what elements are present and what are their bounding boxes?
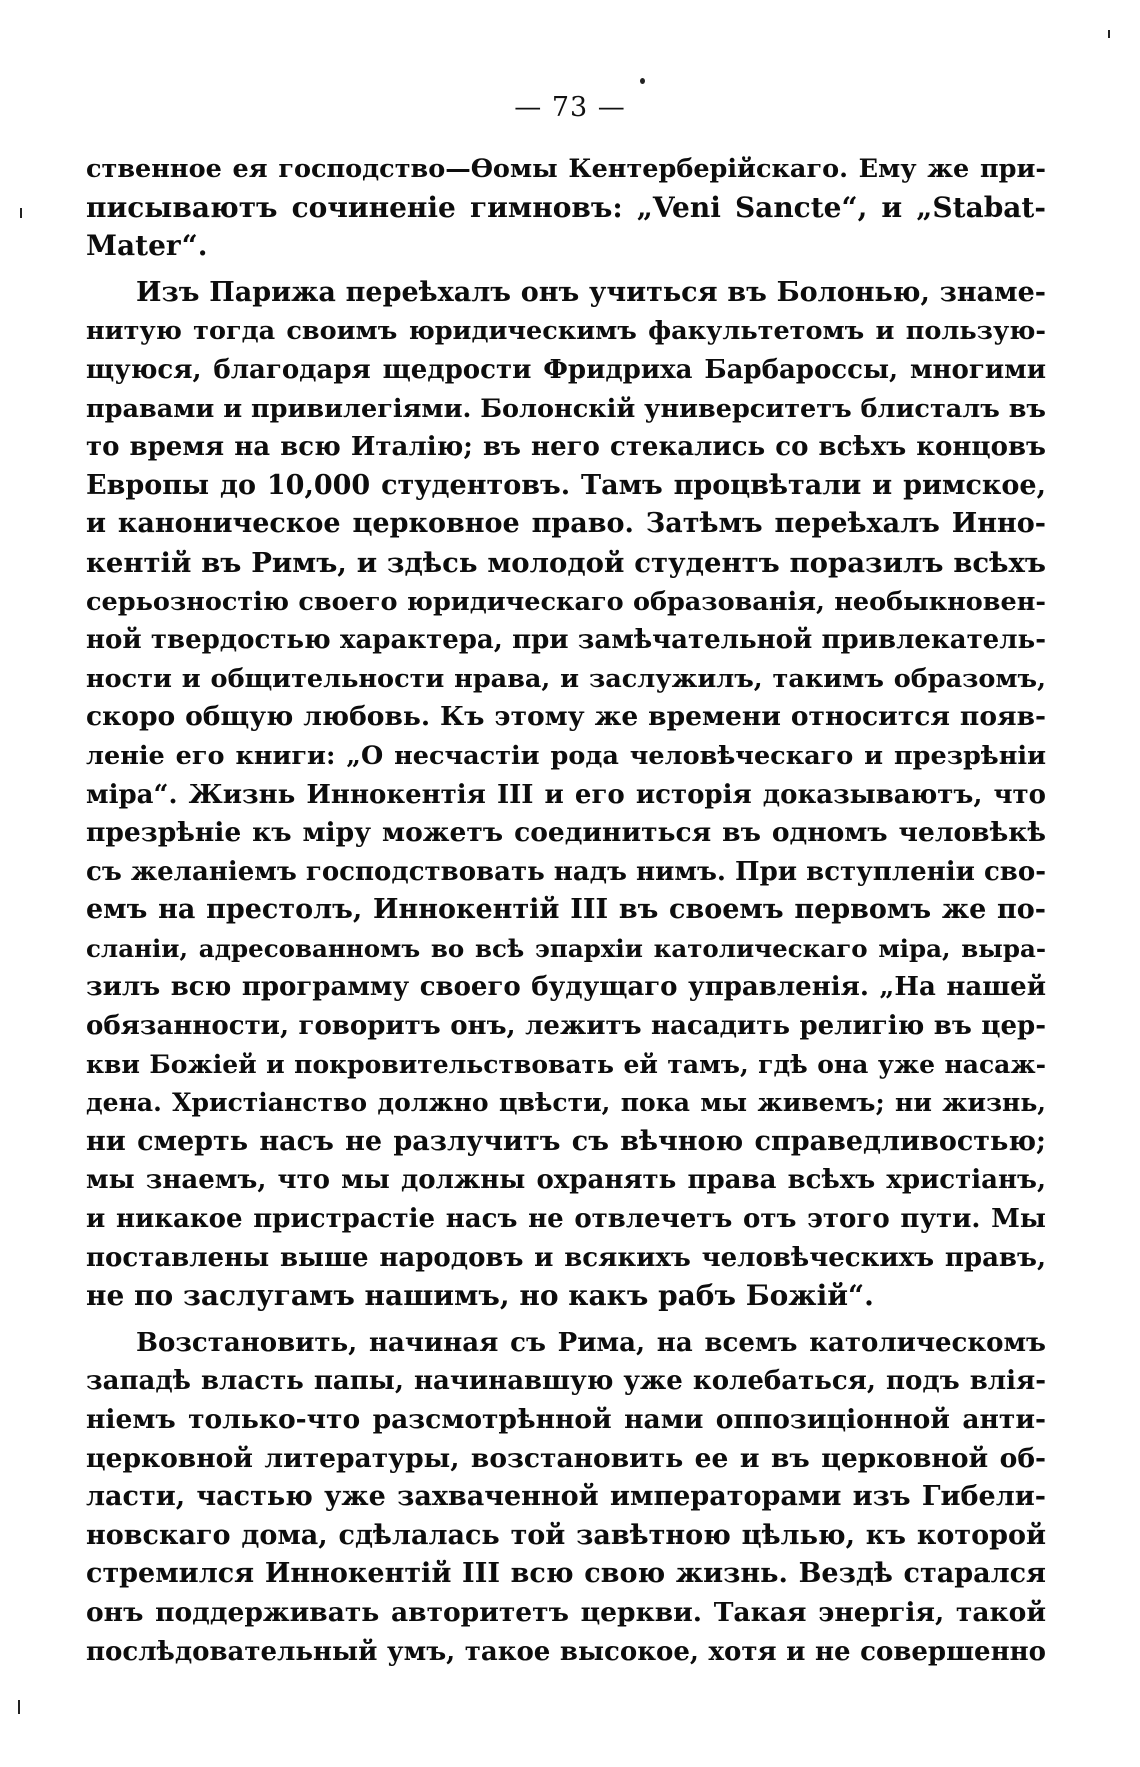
text-line: новскаго дома, сдѣлалась той завѣтною цѣлью, къ которой: [86, 1519, 1046, 1551]
text-line: онъ поддерживать авторитетъ церкви. Такая энергія, такой: [86, 1596, 1046, 1628]
page-number: — 73 —: [514, 92, 626, 123]
text-line: презрѣніе къ міру можетъ соединиться въ одномъ человѣкѣ: [86, 817, 1046, 849]
text-line: поставлены выше народовъ и всякихъ человѣческихъ правъ,: [86, 1242, 1046, 1273]
paragraph-gap: [86, 266, 1046, 274]
text-line: нитую тогда своимъ юридическимъ факультетомъ и пользую-: [86, 316, 1046, 347]
text-line: и каноническое церковное право. Затѣмъ переѣхалъ Инно-: [86, 508, 1046, 540]
text-line: леніе его книги: „О несчастіи рода человѣческаго и презрѣніи: [86, 740, 1046, 771]
text-line: Возстановить, начиная съ Рима, на всемъ католическомъ: [136, 1327, 1046, 1358]
text-line: Mater“.: [86, 229, 208, 263]
text-line: Изъ Парижа переѣхалъ онъ учиться въ Болонью, знаме-: [136, 276, 1046, 308]
scan-speck: [18, 1700, 20, 1714]
text-line: писываютъ сочиненіе гимновъ: „Veni Sancte“, и „Stabat-: [86, 190, 1046, 224]
text-line: скоро общую любовь. Къ этому же времени относится появ-: [86, 701, 1046, 733]
body-text: [86, 150, 1046, 1671]
text-line: стремился Иннокентій III всю свою жизнь. Вездѣ старался: [86, 1558, 1046, 1590]
text-line: ласти, частью уже захваченной императорами изъ Гибели-: [86, 1481, 1046, 1513]
paragraph-gap: [86, 1316, 1046, 1324]
text-line: съ желаніемъ господствовать надъ нимъ. При вступленіи сво-: [86, 856, 1046, 887]
scan-speck: [20, 208, 22, 218]
text-line: зилъ всю программу своего будущаго управленія. „На нашей: [86, 972, 1046, 1003]
text-line: ственное ея господство—Ѳомы Кентерберійскаго. Ему же при-: [86, 154, 1046, 184]
text-line: ніемъ только-что разсмотрѣнной нами оппозиціонной анти-: [86, 1404, 1046, 1435]
text-line: кви Божіей и покровительствовать ей тамъ, гдѣ она уже насаж-: [86, 1049, 1046, 1079]
text-line: и никакое пристрастіе насъ не отвлечетъ отъ этого пути. Мы: [86, 1204, 1046, 1235]
text-line: емъ на престолъ, Иннокентій III въ своемъ первомъ же по-: [86, 894, 1046, 926]
text-line: кентій въ Римъ, и здѣсь молодой студентъ поразилъ всѣхъ: [86, 546, 1046, 579]
text-line: сланіи, адресованномъ во всѣ эпархіи католическаго міра, выра-: [86, 933, 1046, 963]
text-line: ной твердостью характера, при замѣчательной привлекатель-: [86, 625, 1046, 656]
text-line: щуюся, благодаря щедрости Фридриха Барбароссы, многими: [86, 354, 1046, 385]
text-line: серьозностію своего юридическаго образованія, необыкновен-: [86, 586, 1046, 617]
text-line: послѣдовательный умъ, такое высокое, хотя и не совершенно: [86, 1636, 1046, 1667]
text-line: Европы до 10,000 студентовъ. Тамъ процвѣтали и римское,: [86, 469, 1046, 501]
scan-speck: [1108, 30, 1110, 38]
text-line: западѣ власть папы, начинавшую уже колебаться, подъ влія-: [86, 1366, 1046, 1397]
scan-speck: [640, 78, 645, 84]
text-line: міра“. Жизнь Иннокентія III и его исторія доказываютъ, что: [86, 779, 1046, 810]
text-line: обязанности, говоритъ онъ, лежитъ насадить религію въ цер-: [86, 1011, 1046, 1042]
text-line: ни смерть насъ не разлучитъ съ вѣчною справедливостью;: [86, 1125, 1046, 1157]
text-line: мы знаемъ, что мы должны охранять права всѣхъ христіанъ,: [86, 1165, 1046, 1196]
text-line: церковной литературы, возстановить ее и въ церковной об-: [86, 1442, 1046, 1474]
text-line: ности и общительности нрава, и заслужилъ, такимъ образомъ,: [86, 663, 1046, 694]
text-line: правами и привилегіями. Болонскій университетъ блисталъ въ: [86, 393, 1046, 424]
text-line: не по заслугамъ нашимъ, но какъ рабъ Божій“.: [86, 1279, 874, 1313]
text-line: дена. Христіанство должно цвѣсти, пока мы живемъ; ни жизнь,: [86, 1088, 1046, 1118]
text-line: то время на всю Италію; въ него стекались со всѣхъ концовъ: [86, 432, 1046, 463]
